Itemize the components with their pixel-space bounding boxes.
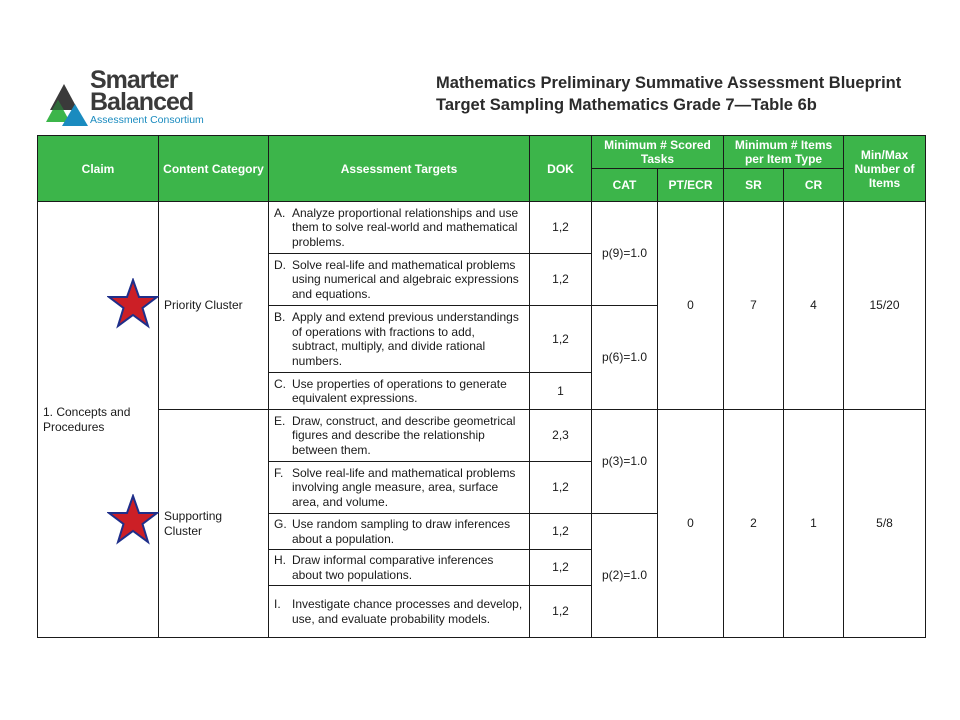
target-cell (269, 410, 530, 462)
min-max-cell: 5/8 (844, 410, 926, 638)
min-max-cell: 15/20 (844, 202, 926, 410)
target-cell (269, 373, 530, 410)
star-icon (107, 278, 159, 330)
header-cat: CAT (592, 169, 658, 202)
header-assessment-targets: Assessment Targets (269, 136, 530, 202)
header-content-category: Content Category (159, 136, 269, 202)
target-text: Draw informal comparative inferences about two populations. (292, 553, 494, 582)
header-sr: SR (724, 169, 784, 202)
target-cell (269, 550, 530, 586)
cr-cell: 1 (784, 410, 844, 638)
logo-word-balanced: Balanced (90, 88, 194, 116)
cat-cell: p(9)=1.0 (592, 202, 658, 306)
dok-cell: 1,2 (530, 550, 592, 586)
target-cell (269, 306, 530, 373)
header-cr: CR (784, 169, 844, 202)
target-letter: A. (274, 205, 286, 220)
header-min-max-items: Min/Max Number of Items (844, 136, 926, 202)
target-text: Apply and extend previous understandings of operations with fractions to add, subtract, multiply, and divide rational numbers. (292, 310, 519, 368)
logo-word-smarter: Smarter (90, 66, 178, 94)
title-line-1: Mathematics Preliminary Summative Assessment Blueprint (436, 74, 902, 92)
cluster-supporting-name: Supporting Cluster (159, 410, 269, 638)
target-letter: E. (274, 413, 286, 428)
smarter-balanced-logo (44, 66, 224, 128)
sr-cell: 7 (724, 202, 784, 410)
dok-cell: 1 (530, 373, 592, 410)
cluster-priority-name: Priority Cluster (159, 202, 269, 410)
target-text: Analyze proportional relationships and use them to solve real-world and mathematical problems. (292, 205, 519, 249)
target-cell (269, 462, 530, 514)
target-cell (269, 254, 530, 306)
dok-cell: 2,3 (530, 410, 592, 462)
header-pt-ecr: PT/ECR (658, 169, 724, 202)
dok-cell: 1,2 (530, 462, 592, 514)
target-letter: I. (274, 597, 281, 611)
target-letter: C. (274, 376, 286, 391)
target-letter: D. (274, 257, 286, 272)
table-row (38, 202, 926, 254)
dok-cell: 1,2 (530, 514, 592, 550)
dok-cell: 1,2 (530, 254, 592, 306)
header-claim: Claim (38, 136, 159, 202)
dok-cell: 1,2 (530, 586, 592, 638)
logo-triangles-icon (44, 70, 88, 126)
title-line-2: Target Sampling Mathematics Grade 7—Table 6b (436, 96, 817, 114)
dok-cell: 1,2 (530, 202, 592, 254)
target-text: Use properties of operations to generate equivalent expressions. (292, 376, 507, 405)
target-text: Investigate chance processes and develop, use, and evaluate probability models. (292, 597, 523, 626)
claim-cell: 1. Concepts and Procedures (38, 202, 159, 638)
target-cell (269, 202, 530, 254)
target-text: Draw, construct, and describe geometrical figures and describe the relationship between them. (292, 413, 516, 457)
header-min-scored-tasks: Minimum # Scored Tasks (592, 136, 724, 169)
document-title (436, 72, 936, 116)
target-text: Use random sampling to draw inferences about a population. (292, 517, 511, 546)
dok-cell: 1,2 (530, 306, 592, 373)
sr-cell: 2 (724, 410, 784, 638)
target-letter: H. (274, 553, 286, 567)
target-text: Solve real-life and mathematical problems using numerical and algebraic expressions and equations. (292, 257, 519, 301)
header-dok: DOK (530, 136, 592, 202)
cat-cell: p(2)=1.0 (592, 514, 658, 638)
target-cell (269, 514, 530, 550)
target-letter: F. (274, 465, 284, 480)
cat-cell: p(6)=1.0 (592, 306, 658, 410)
logo-subtitle: Assessment Consortium (90, 114, 204, 126)
cr-cell: 4 (784, 202, 844, 410)
cat-cell: p(3)=1.0 (592, 410, 658, 514)
header-min-items-per-type: Minimum # Items per Item Type (724, 136, 844, 169)
target-text: Solve real-life and mathematical problems involving angle measure, area, surface area, and volume. (292, 465, 516, 509)
star-icon (107, 494, 159, 546)
table-row (38, 410, 926, 462)
pt-ecr-cell: 0 (658, 410, 724, 638)
target-cell (269, 586, 530, 638)
pt-ecr-cell: 0 (658, 202, 724, 410)
blueprint-table (37, 135, 926, 638)
target-letter: B. (274, 310, 286, 324)
target-letter: G. (274, 517, 287, 531)
